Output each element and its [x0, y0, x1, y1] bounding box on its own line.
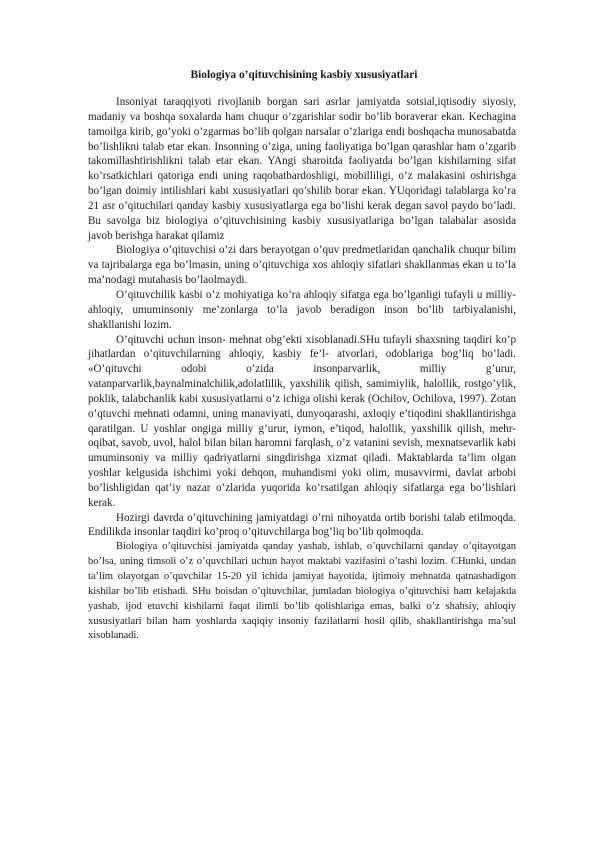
paragraph-6: Biologiya o’qituvchisi jamiyatda qanday yashab, ishlab, o’quvchilarni qanday o’qitayotgan bo’lsa, uning timsoli o’z o’quvchilari uchun hayot maktabi vazifasini o’tashi lozim. CHunki, undan ta’lim olayotgan o’quvchilar 15-20 yil ichida jamiyat hayotida, ijtimoiy mehnatda qatnashadigon kishilar bo’lib etishadi. SHu boisdan o’qituvchilar, jumladan biologiya o’qituvchisi ham kelajakda yashab, ijod etuvchi kishilarni faqat ilimli bo’lib qolishlariga emas, balki o’z shahsiy, ahloqiy xususiyatlari bilan ham yoshlarda xaqiqiy insoniy fazilatlarni hosil qilib, shakllantirishga ma’sul xisoblanadi. — [88, 541, 516, 642]
document-title: Biologiya o’qituvchisining kasbiy xususiyatlari — [190, 69, 418, 81]
paragraph-1: Insoniyat taraqqiyoti rivojlanib borgan sari asrlar jamiyatda sotsial,iqtisodiy siyosiy, madaniy va boshqa soxalarda ham chuqur o’zgarishlar sodir bo’lib boraverar ekan. Kechagina tamoilga kirib, go’yoki o’zgarmas bo’lib qolgan narsalar o’zlariga endi boshqacha munosabatda bo’lishlikni talab etar ekan. Insonning o’ziga, uning faoliyatiga bo’lgan qarashlar ham o’zgarib takomillashtirishlikni talab etar ekan. YAngi sharoitda faoliyatda bo’lgan kishilarning sifat ko’rsatkichlari qatoriga endi uning raqobatbardoshligi, mobilliligi, o’z malakasini oshirishga bo’lgan doimiy intilishlari kabi xususiyatlari qo’shilib borar ekan. YUqoridagi talablarga ko’ra 21 asr o’qituchilari qanday kasbiy xususiyatlarga ega bo’lishi kerak degan savol paydo bo’ladi. Bu savolga biz biologiya o’qituvchisining kasbiy xususiyatlariga bo’lgan talabalar asosida javob berishga harakat qilamiz — [88, 96, 516, 242]
paragraph-2: Biologiya o’qituvchisi o’zi dars berayotgan o’quv predmetlaridan qanchalik chuqur bilim va tajribalarga ega bo’lmasin, uning o’qituvchiga xos ahloqiy sifatlari shakllanmas ekan u to’la ma’nodagi mutahasis bo’laolmaydi. — [88, 244, 516, 287]
paragraph-5: Hozirgi davrda o’qituvchining jamiyatdagi o’rni nihoyatda ortib borishi talab etilmoqda. Endilikda insonlar taqdiri ko’proq o’qituvchilarga bog’liq bo’lib qolmoqda. — [88, 511, 516, 539]
document-body — [88, 68, 516, 644]
paragraph-4: O’qituvchi uchun inson- mehnat obg’ekti xisoblanadi.SHu tufayli shaxsning taqdiri ko’p jihatlardan o’qituvchilarning ahloqiy, kasbiy fe’l- atvorlari, odoblariga bog’liq bo’ladi. «O’qituvchi odobi o’zida insonparvarlik, milliy g’urur, vatanparvarlik,baynalminalchilik,adolatlilik, yaxshilik qilish, samimiylik, halollik, rostgo’ylik, poklik, talabchanlik kabi xususiyatlarni o’z ichiga olishi kerak (Ochilov, Ochilova, 1997). Zotan o’qtuvchi mehnati odamni, uning manaviyati, dunyoqarashi, axloqiy e’tiqodini shakllantirishga qaratilgan. U yoshlar ongiga milliy g’urur, iymon, e’tiqod, halollik, yaxshilik qilish, mehr-oqibat, savob, uvol, halol bilan bilan haromni farqlash, o’z vatanini sevish, mexnatsevarlik kabi umuminsoniy va milliy qadriyatlarni singdirishga xizmat qiladi. Maktablarda ta’lim olgan yoshlar kelgusida ishchimi yoki dehqon, muhandismi yoki olim, musavvirmi, davlat arbobi bo’lishligidan qat’iy nazar o’zlarida yuqorida ko’rsatilgan ahloqiy sifatlarga ega bo’lishlari kerak. — [88, 333, 516, 509]
paragraph-3: O’qituvchilik kasbi o’z mohiyatiga ko’ra ahloqiy sifatga ega bo’lganligi tufayli u milliy-ahloqiy, umuminsoniy me’zonlarga to’la javob beradigon inson bo’lib tarbiyalanishi, shakllanishi lozim. — [88, 288, 516, 331]
